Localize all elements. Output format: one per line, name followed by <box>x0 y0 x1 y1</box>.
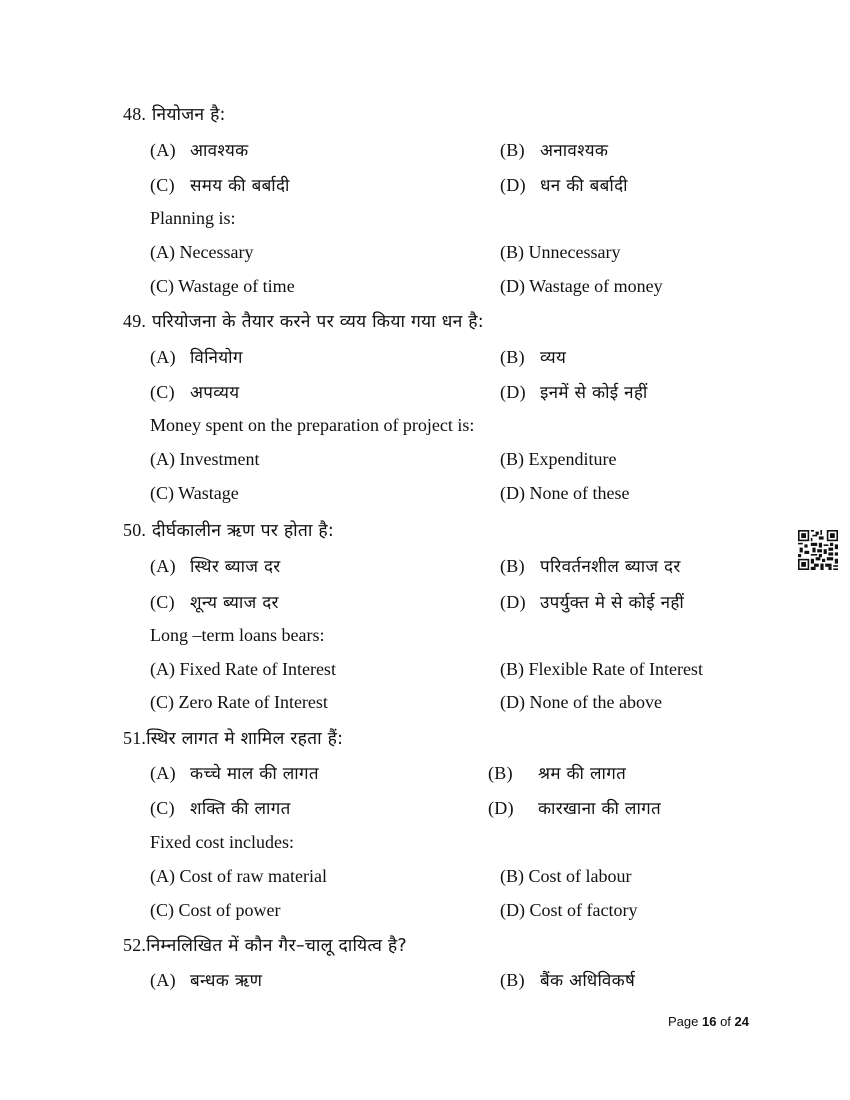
option-hindi-b: (B) व्यय <box>500 347 567 368</box>
question-51 <box>123 726 343 750</box>
question-number: 50. <box>123 520 147 540</box>
question-text-hindi: दीर्घकालीन ऋण पर होता है: <box>151 521 334 541</box>
question-text-hindi: निम्नलिखित में कौन गैर–चालू दायित्व है? <box>146 936 407 956</box>
option-hindi-d: (D) उपर्युक्त मे से कोई नहीं <box>500 592 685 613</box>
option-english-a: (A) Necessary <box>150 242 254 262</box>
option-hindi-a: (A) स्थिर ब्याज दर <box>150 556 281 577</box>
option-english-d: (D) None of these <box>500 483 630 503</box>
option-english-c: (C) Wastage <box>150 483 239 503</box>
question-text-hindi: परियोजना के तैयार करने पर व्यय किया गया धन है: <box>151 312 484 332</box>
question-number: 52. <box>123 935 147 955</box>
option-hindi-d: (D) धन की बर्बादी <box>500 175 628 196</box>
option-hindi-a: (A) विनियोग <box>150 347 243 368</box>
option-english-d: (D) None of the above <box>500 692 662 712</box>
option-hindi-c: (C) शून्य ब्याज दर <box>150 592 279 613</box>
page-current: 16 <box>701 1014 717 1029</box>
option-english-b: (B) Cost of labour <box>500 866 632 886</box>
option-english-b: (B) Flexible Rate of Interest <box>500 659 703 679</box>
question-50 <box>123 518 334 542</box>
question-number: 49. <box>123 311 147 331</box>
option-hindi-b: (B) परिवर्तनशील ब्याज दर <box>500 556 681 577</box>
page-of: of <box>716 1014 735 1029</box>
page-label: Page <box>668 1014 702 1029</box>
question-number: 51. <box>123 728 147 748</box>
option-hindi-a: (A) कच्चे माल की लागत <box>150 763 319 784</box>
option-hindi-c: (C) समय की बर्बादी <box>150 175 290 196</box>
option-english-b: (B) Unnecessary <box>500 242 621 262</box>
option-english-c: (C) Wastage of time <box>150 276 295 296</box>
question-52 <box>123 933 407 957</box>
question-text-hindi: स्थिर लागत मे शामिल रहता हैं: <box>146 729 344 749</box>
option-hindi-d: (D) इनमें से कोई नहीं <box>500 382 648 403</box>
question-text-hindi: नियोजन है: <box>151 105 226 125</box>
option-hindi-c: (C) शक्ति की लागत <box>150 798 291 819</box>
option-english-d: (D) Cost of factory <box>500 900 638 920</box>
option-english-c: (C) Zero Rate of Interest <box>150 692 328 712</box>
question-text-english: Fixed cost includes: <box>150 832 294 852</box>
question-48 <box>123 102 226 126</box>
option-hindi-b: (B) श्रम की लागत <box>488 763 627 784</box>
question-49 <box>123 309 484 333</box>
option-english-d: (D) Wastage of money <box>500 276 663 296</box>
option-hindi-a: (A) आवश्यक <box>150 140 249 161</box>
option-english-a: (A) Fixed Rate of Interest <box>150 659 336 679</box>
question-text-english: Long –term loans bears: <box>150 625 325 645</box>
page-footer <box>668 1014 749 1029</box>
option-english-a: (A) Cost of raw material <box>150 866 327 886</box>
option-english-c: (C) Cost of power <box>150 900 281 920</box>
question-text-english: Planning is: <box>150 208 236 228</box>
qr-code-icon <box>798 530 838 570</box>
option-english-a: (A) Investment <box>150 449 260 469</box>
question-number: 48. <box>123 104 147 124</box>
question-text-english: Money spent on the preparation of project is: <box>150 415 475 435</box>
option-english-b: (B) Expenditure <box>500 449 617 469</box>
option-hindi-b: (B) बैंक अधिविकर्ष <box>500 970 636 991</box>
option-hindi-a: (A) बन्धक ऋण <box>150 970 263 991</box>
option-hindi-b: (B) अनावश्यक <box>500 140 609 161</box>
option-hindi-d: (D) कारखाना की लागत <box>488 798 662 819</box>
option-hindi-c: (C) अपव्यय <box>150 382 240 403</box>
page-total: 24 <box>734 1014 749 1029</box>
